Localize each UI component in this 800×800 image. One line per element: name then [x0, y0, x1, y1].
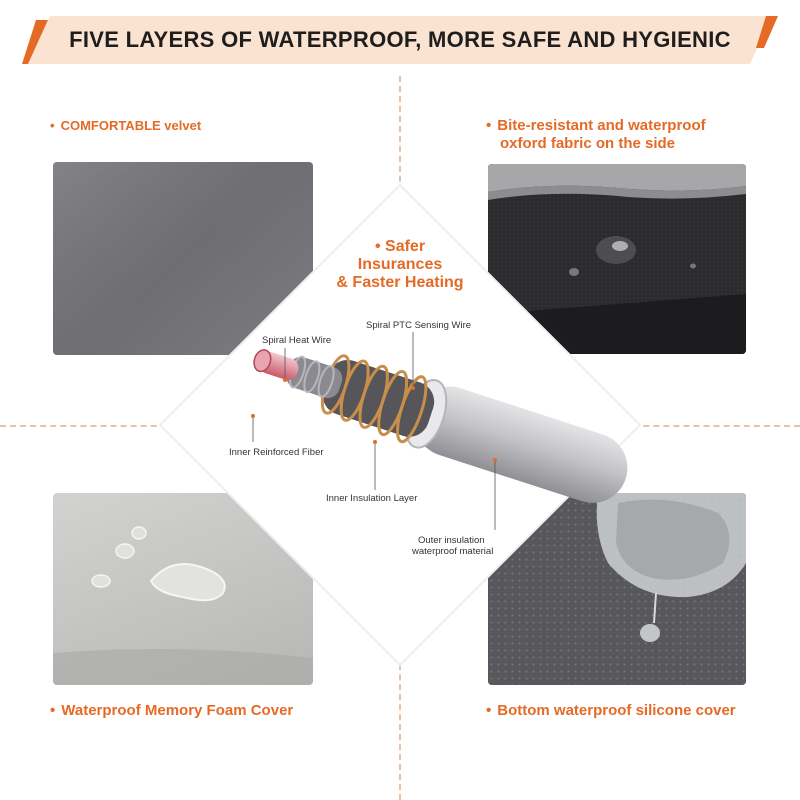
page-title: FIVE LAYERS OF WATERPROOF, MORE SAFE AND HYGIENIC: [69, 27, 731, 52]
bullet-icon: •: [374, 238, 381, 255]
bullet-icon: •: [486, 117, 492, 134]
label-silicone-cover: [486, 702, 736, 720]
label-memory-foam-cover: [50, 702, 293, 720]
label-text-line2: oxford fabric on the side: [500, 135, 676, 152]
callout-inner-insulation-layer: Inner Insulation Layer: [326, 493, 418, 504]
callout-spiral-ptc-wire: Spiral PTC Sensing Wire: [366, 320, 472, 331]
center-heading-line2: Insurances: [357, 256, 443, 273]
label-text: COMFORTABLE velvet: [60, 118, 202, 133]
label-text: Bottom waterproof silicone cover: [497, 702, 736, 719]
bullet-icon: •: [50, 118, 55, 133]
callout-outer-insulation: [412, 535, 493, 557]
label-text: Waterproof Memory Foam Cover: [61, 702, 294, 719]
bullet-icon: •: [50, 702, 56, 719]
center-heading-line1: • Safer: [374, 238, 426, 255]
label-text-line1: Bite-resistant and waterproof: [497, 117, 706, 134]
label-comfortable-velvet: [50, 117, 201, 135]
header-banner: [22, 14, 778, 66]
callout-spiral-heat-wire: Spiral Heat Wire: [262, 335, 332, 346]
callout-inner-reinforced-fiber: Inner Reinforced Fiber: [229, 447, 324, 458]
callout-outer-line2: waterproof material: [412, 546, 494, 557]
bullet-icon: •: [486, 702, 492, 719]
center-heading-line3: & Faster Heating: [336, 274, 464, 291]
callout-outer-line1: Outer insulation: [418, 535, 485, 546]
label-oxford-fabric: [486, 117, 766, 153]
